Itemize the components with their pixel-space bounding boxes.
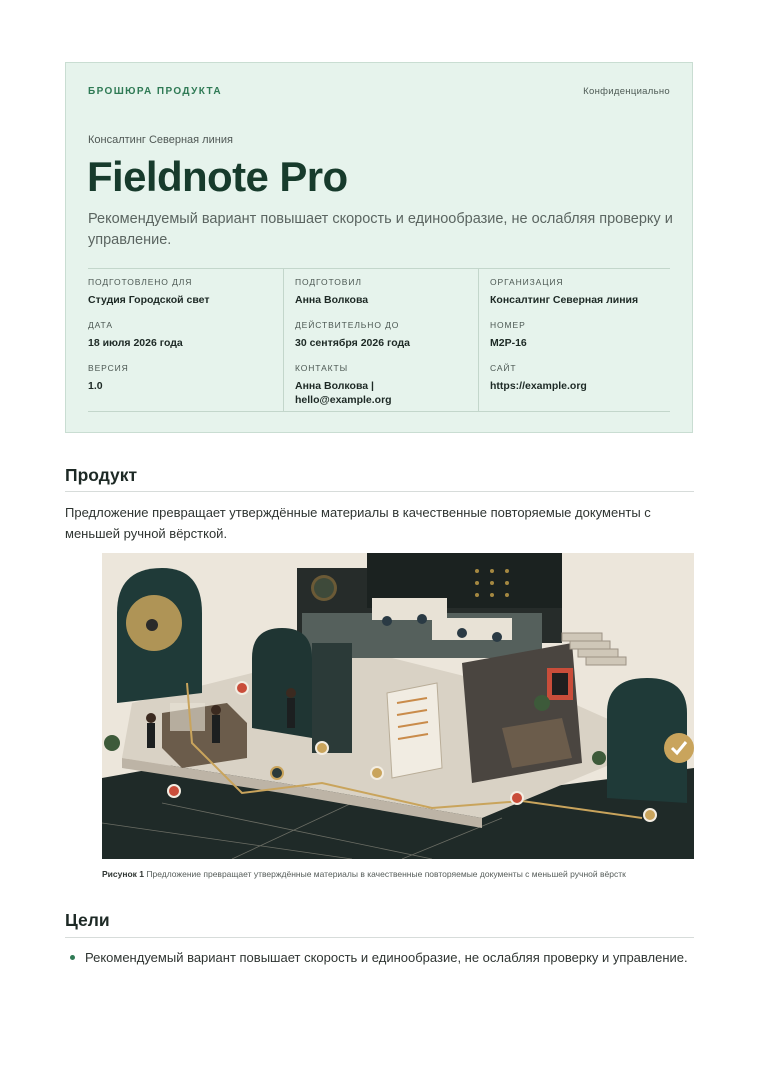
meta-organization	[490, 277, 638, 307]
section-heading-product: Продукт	[65, 465, 138, 485]
meta-number	[490, 320, 527, 350]
meta-label: ОРГАНИЗАЦИЯ	[490, 277, 564, 287]
document-type-label: БРОШЮРА ПРОДУКТА	[88, 86, 222, 97]
isometric-office-illustration	[102, 553, 694, 859]
meta-label: КОНТАКТЫ	[295, 363, 349, 373]
section-divider	[65, 491, 694, 492]
meta-label: ПОДГОТОВЛЕНО ДЛЯ	[88, 277, 193, 287]
goal-text: Рекомендуемый вариант повышает скорость и единообразие, не ослабляя проверку и управление.	[85, 950, 688, 965]
product-title: Fieldnote Pro	[87, 153, 348, 200]
product-paragraph: Предложение превращает утверждённые материалы в качественные повторяемые документы с меньшей ручной вёрсткой.	[65, 505, 651, 541]
bullet-icon	[70, 955, 75, 960]
meta-value: 30 сентября 2026 года	[295, 337, 410, 349]
list-item	[65, 948, 693, 967]
brochure-header-panel	[65, 62, 693, 433]
meta-value: M2P-16	[490, 337, 527, 349]
meta-column-1	[88, 269, 282, 411]
meta-website	[490, 363, 587, 393]
meta-label: ДАТА	[88, 320, 113, 330]
goals-list	[65, 948, 693, 967]
meta-version	[88, 363, 129, 393]
meta-value: Анна Волкова | hello@example.org	[295, 380, 392, 406]
section-divider	[65, 937, 694, 938]
meta-value: Анна Волкова	[295, 294, 369, 306]
meta-prepared-by	[295, 277, 368, 307]
meta-value: Студия Городской свет	[88, 294, 210, 306]
figure-illustration	[102, 553, 694, 859]
meta-prepared-for	[88, 277, 210, 307]
meta-label: ДЕЙСТВИТЕЛЬНО ДО	[295, 320, 400, 330]
meta-label: ПОДГОТОВИЛ	[295, 277, 362, 287]
product-subtitle: Рекомендуемый вариант повышает скорость и единообразие, не ослабляя проверку и управление.	[88, 211, 673, 248]
meta-label: ВЕРСИЯ	[88, 363, 129, 373]
confidentiality-label: Конфиденциально	[583, 86, 670, 97]
meta-label: НОМЕР	[490, 320, 526, 330]
meta-column-2	[283, 269, 478, 411]
meta-column-3	[478, 269, 673, 411]
meta-date	[88, 320, 183, 350]
figure-caption	[102, 869, 694, 879]
meta-value: 1.0	[88, 380, 103, 392]
meta-divider-bottom	[88, 411, 670, 412]
section-heading-goals: Цели	[65, 910, 110, 930]
caption-text: Предложение превращает утверждённые материалы в качественные повторяемые документы с меньшей ручной вёрстк	[146, 869, 626, 879]
meta-value: 18 июля 2026 года	[88, 337, 183, 349]
meta-value: https://example.org	[490, 380, 587, 392]
meta-label: САЙТ	[490, 363, 517, 373]
meta-valid-until	[295, 320, 410, 350]
meta-value: Консалтинг Северная линия	[490, 294, 639, 306]
company-name: Консалтинг Северная линия	[88, 134, 233, 146]
meta-contacts	[295, 363, 475, 407]
caption-label: Рисунок 1	[102, 869, 145, 879]
